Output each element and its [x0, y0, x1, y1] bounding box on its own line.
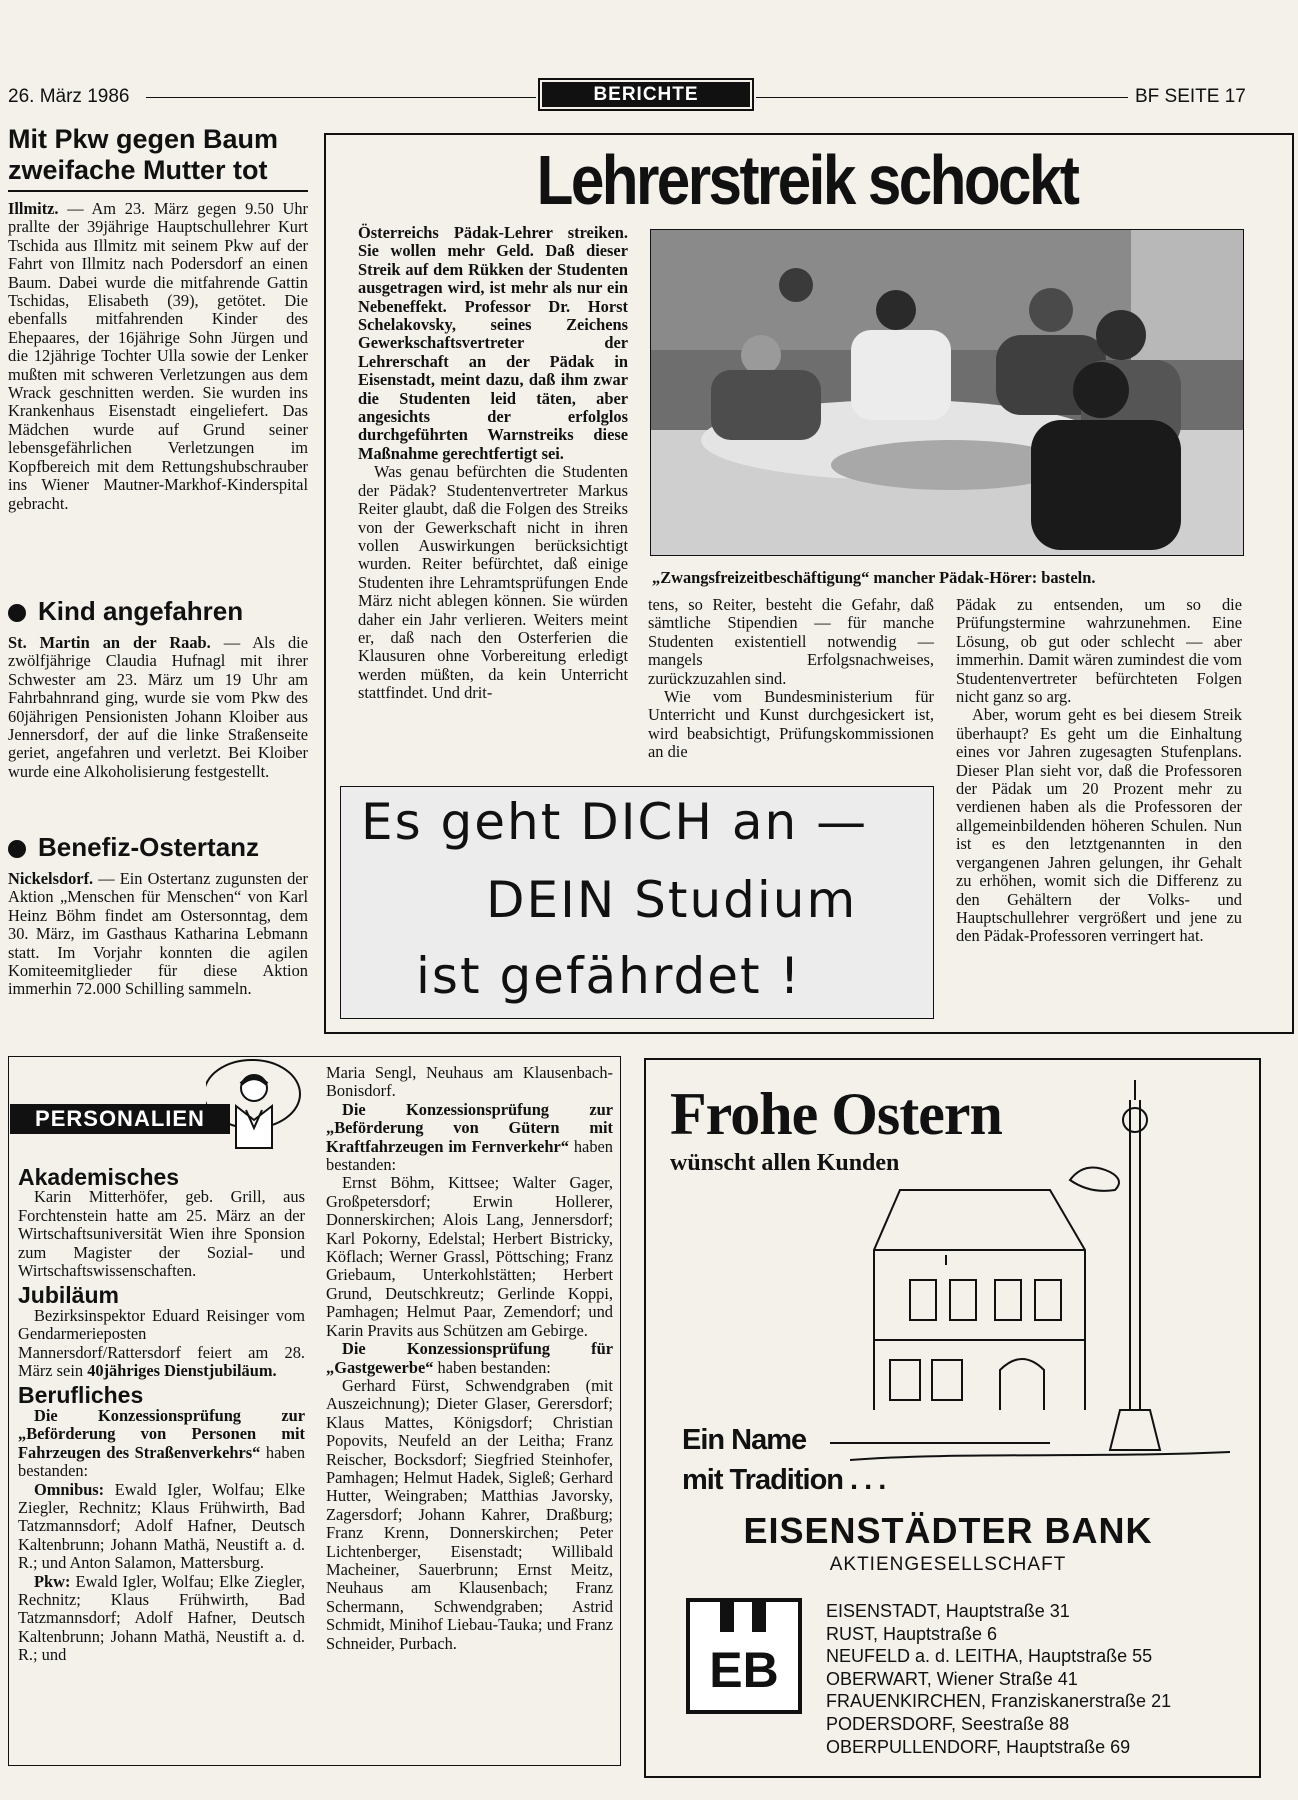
- tagline-rule: [830, 1442, 1050, 1444]
- main-col1: [358, 224, 628, 703]
- main-col2: [648, 596, 934, 762]
- protest-sign-photo: [340, 786, 934, 1019]
- story1-body: [8, 200, 308, 513]
- main-col3-p1: Pädak zu entsenden, um so die Prüfungstermine wahrzunehmen. Eine Lösung, ob gut oder schlecht — aber immerhin. Damit wären zumindest die vom Studentenvertreter befürchteten Folgen nicht ganz so arg.: [956, 595, 1242, 707]
- gast-intro-bold: Die Konzessionsprüfung für „Gastgewerbe“: [326, 1339, 613, 1377]
- berufliches-heading: Berufliches: [18, 1382, 144, 1409]
- story3-dateline: Nickelsdorf.: [8, 869, 94, 888]
- story3-headline-text: Benefiz-Ostertanz: [38, 832, 260, 862]
- ad-title: Frohe Ostern: [670, 1081, 1002, 1147]
- bullet-icon: [8, 604, 26, 622]
- bank-subtitle: AKTIENGESELLSCHAFT: [829, 1554, 1067, 1575]
- ad-tagline-1: Ein Name: [682, 1424, 807, 1456]
- section-label: [538, 78, 754, 111]
- omnibus-names: Ewald Igler, Wolfau; Elke Ziegler, Rechnitz; Klaus Frühwirth, Bad Tatzmannsdorf; Adolf Hafner, Deutsch Kaltenbrunn; Johann Mathä, Neustift a. d. R.; und Anton Salamon, Mattersburg.: [18, 1479, 305, 1573]
- sign-line-1: Es geht DICH an —: [361, 793, 869, 851]
- main-headline: Lehrerstreik schockt: [536, 141, 1078, 219]
- story2-headline-text: Kind angefahren: [38, 596, 244, 626]
- bank-building-drawing: [850, 1080, 1230, 1480]
- story2-dateline: St. Martin an der Raab.: [8, 633, 211, 652]
- pkw-names: Ewald Igler, Wolfau; Elke Ziegler, Rechnitz; Klaus Frühwirth, Bad Tatzmannsdorf; Adolf Hafner, Deutsch Kaltenbrunn; Johann Mathä, Neustift a. d. R.; und: [18, 1571, 305, 1665]
- header-rule-right: [756, 97, 1128, 98]
- header-rule-left: [146, 97, 536, 98]
- bullet-icon: [8, 840, 26, 858]
- branch-item: OBERPULLENDORF, Hauptstraße 69: [826, 1736, 1131, 1757]
- story3-body: [8, 870, 308, 999]
- jubilaeum-text: Bezirksinspektor Eduard Reisinger vom Gendarmerieposten Mannersdorf/Rattersdorf feiert am 28. März sein: [18, 1305, 305, 1381]
- branch-item: EISENSTADT, Hauptstraße 31: [826, 1601, 1070, 1621]
- branch-item: RUST, Hauptstraße 6: [826, 1623, 998, 1644]
- jubilaeum-text-bold: 40jähriges Dienstjubiläum.: [87, 1361, 277, 1381]
- story2-headline: [8, 596, 308, 627]
- main-col3: [956, 596, 1242, 946]
- akademisches-text: Karin Mitterhöfer, geb. Grill, aus Forchtenstein hatte am 25. März an der Wirtschaftsuniversität Wien ihre Sponsion zum Magister der Sozial- und Wirtschaftswissenschaften.: [18, 1187, 305, 1281]
- bank-name: EISENSTÄDTER BANK: [743, 1510, 1153, 1551]
- personalien-col2-start: Maria Sengl, Neuhaus am Klausenbach-Bonisdorf.: [326, 1063, 613, 1101]
- main-col2-p2: Wie vom Bundesministerium für Unterricht und Kunst durchgesickert ist, wird beabsichtigt, Prüfungskommissionen an die: [648, 687, 934, 762]
- eb-logo-bar: [720, 1602, 734, 1632]
- gast-intro-rest: haben bestanden:: [433, 1357, 551, 1377]
- story1-text: — Am 23. März gegen 9.50 Uhr prallte der 39jährige Hauptschullehrer Kurt Tschida aus Illmitz mit seinem Pkw auf der Fahrt von Illmitz nach Podersdorf an einen Baum. Dabei wurde die mitfahrende Gattin Tschidas, Elisabeth (39), getötet. Die ebenfalls mitfahrenden Kinder des Ehepaares, der 16jährige Sohn Jürgen und die 12jährige Tochter Ulla sowie der Lenker mußten mit schweren Verletzungen aus dem Wrack geschnitten werden. Sie wurden ins Krankenhaus Eisenstadt eingeliefert. Das Mädchen wurde auf Grund seiner lebensgefährlichen Verletzungen im Kopfbereich mit dem Rettungshubschrauber ins Wiener Mautner-Markhof-Kinderspital gebracht.: [8, 199, 308, 513]
- eb-logo-text: EB: [709, 1642, 779, 1698]
- issue-date: 26. März 1986: [8, 86, 130, 107]
- personalien-col2: [326, 1064, 613, 1653]
- gueter-intro-bold: Die Konzessionsprüfung zur „Beförderung von Gütern mit Kraftfahrzeugen im Fernverkehr“: [326, 1099, 613, 1156]
- branch-item: NEUFELD a. d. LEITHA, Hauptstraße 55: [826, 1646, 1153, 1667]
- main-col3-p2: Aber, worum geht es bei diesem Streik überhaupt? Es geht um die Einhaltung eines vor Jahren zugesagten Stufenplans. Dieser Plan sieht vor, daß die Professoren der Pädak um 20 Prozent mehr zu verdienen haben als die Professoren der allgemeinbildenden höheren Schulen. Nun ist es den letztgenannten in den vergangenen Jahren gelungen, ihr Gehalt zu erhöhen, womit sich die Differenz zu den Gehältern der Volks- und Hauptschullehrer vergrößert und jene zu den Pädak-Professoren verringert hat.: [956, 705, 1242, 946]
- branch-list: [826, 1600, 1171, 1758]
- pkw-label: Pkw:: [34, 1571, 71, 1591]
- gast-names: Gerhard Fürst, Schwendgraben (mit Auszeichnung); Dieter Glaser, Gerersdorf; Klaus Mattes, Königsdorf; Christian Popovits, Neufeld an der Leitha; Franz Reischer, Bocksdorf; Siegfried Steinhofer, Pamhagen; Helmut Hadek, Sigleß; Gerhard Hutter, Weingraben; Matthias Javorsky, Zagersdorf; Johann Kahrer, Draßburg; Franz Krenn, Donnerskirchen; Peter Lichtenberger, Eisenstadt; Willibald Macheiner, Sauerbrunn; Ernst Meitz, Neuhaus am Klausenbach; Franz Schermann, Schwendgraben; Astrid Schmidt, Minihof Liebau-Tauka; und Franz Schneider, Purbach.: [326, 1375, 613, 1653]
- personalien-col1: [18, 1162, 305, 1665]
- sign-line-3: ist gefährdet !: [416, 947, 802, 1005]
- gueter-intro-rest: haben bestanden:: [326, 1136, 613, 1175]
- branch-item: PODERSDORF, Seestraße 88: [826, 1713, 1070, 1734]
- section-label-text: BERICHTE: [542, 82, 750, 107]
- eb-logo-bar: [752, 1602, 766, 1632]
- jubilaeum-heading: Jubiläum: [18, 1282, 119, 1309]
- story1-headline: Mit Pkw gegen Baum zweifache Mutter tot: [8, 124, 279, 185]
- omnibus-label: Omnibus:: [34, 1479, 105, 1499]
- ad-tagline-2: mit Tradition . . .: [682, 1464, 886, 1496]
- sign-line-2: DEIN Studium: [486, 871, 858, 929]
- eb-logo: [686, 1598, 802, 1714]
- main-lead: Österreichs Pädak-Lehrer streiken. Sie wollen mehr Geld. Daß dieser Streik auf dem Rükken der Studenten ausgetragen wird, ist mehr als nur ein Nebeneffekt. Professor Dr. Horst Schelakovsky, seines Zeichens Gewerkschaftsvertreter der Lehrerschaft an der Pädak in Eisenstadt, meint dazu, daß ihm zwar die Studenten leid täten, aber angesichts der erfolglos durchgeführten Warnstreiks diese Maßnahme gerechtfertigt sei.: [358, 223, 628, 463]
- story2-text: — Als die zwölfjährige Claudia Hufnagl mit ihrer Schwester am 23. März um 19 Uhr am Fahrbahnrand ging, wurde sie vom Pkw des 60jährigen Pensionisten Johann Kloiber aus Jennersdorf, der auf die linke Straßenseite geriet, angefahren und verletzt. Bei Kloiber wurde eine Alkoholisierung festgestellt.: [8, 633, 308, 781]
- personalien-banner: [10, 1058, 306, 1150]
- branch-item: OBERWART, Wiener Straße 41: [826, 1668, 1078, 1689]
- story1-dateline: Illmitz.: [8, 199, 59, 218]
- story2-body: [8, 634, 308, 781]
- branch-item: FRAUENKIRCHEN, Franziskanerstraße 21: [826, 1691, 1172, 1712]
- reporter-cartoon-icon: [206, 1058, 306, 1150]
- photo-students-crafting: [651, 230, 1243, 555]
- berufliches-intro-bold: Die Konzessionsprüfung zur „Beförderung von Personen mit Fahrzeugen des Straßenverkehrs“: [18, 1405, 305, 1462]
- news-photo: [650, 229, 1244, 556]
- ad-subtitle: wünscht allen Kunden: [670, 1150, 900, 1176]
- story3-headline: [8, 832, 308, 863]
- main-col2-p1: tens, so Reiter, besteht die Gefahr, daß sämtliche Stipendien — für manche Studenten existentiell notwendig — mangels Erfolgsnachweises, zurückzuzahlen sind.: [648, 595, 934, 688]
- page-number: BF SEITE 17: [1135, 86, 1246, 107]
- story1-rule: [8, 190, 308, 192]
- story3-text: — Ein Ostertanz zugunsten der Aktion „Menschen für Menschen“ von Karl Heinz Böhm findet am Ostersonntag, dem 30. März, im Gasthaus Katharina Lebmann statt. Im Vorjahr konnten die agilen Komiteemitglieder für diese Aktion immerhin 72.000 Schilling sammeln.: [8, 869, 308, 999]
- personalien-banner-label: PERSONALIEN: [10, 1104, 230, 1134]
- photo-caption: „Zwangsfreizeitbeschäftigung“ mancher Pädak-Hörer: basteln.: [652, 568, 1096, 587]
- akademisches-heading: Akademisches: [18, 1164, 180, 1190]
- main-col1-rest: Was genau befürchten die Studenten der Pädak? Studentenvertreter Markus Reiter glaubt, daß die Folgen des Streiks von der Gewerkschaft nicht in ihren vollen Auswirkungen berücksichtigt wurden. Reiter befürchtet, daß einige Studenten ihre Lehramtsprüfungen Ende März nicht ablegen können. Sie würden daher ein Jahr verlieren. Weiters meint er, daß nach den Osterferien die Klausuren ohne Vorbereitung erledigt werden müßten, da kein Unterricht stattfindet. Und drit-: [358, 462, 628, 703]
- gueter-names: Ernst Böhm, Kittsee; Walter Gager, Großpetersdorf; Erwin Hollerer, Donnerskirchen; Alois Lang, Jennersdorf; Karl Pokorny, Edelstal; Herbert Bistricky, Köflach; Werner Grassl, Pöttsching; Franz Griebaum, Unterkohlstätten; Herbert Grund, Deutschkreutz; Gerlinde Koppi, Pamhagen; Helmut Paar, Zemendorf; und Karin Pravits aus Schützen am Gebirge.: [326, 1173, 613, 1340]
- berufliches-intro-rest: haben bestanden:: [18, 1442, 306, 1481]
